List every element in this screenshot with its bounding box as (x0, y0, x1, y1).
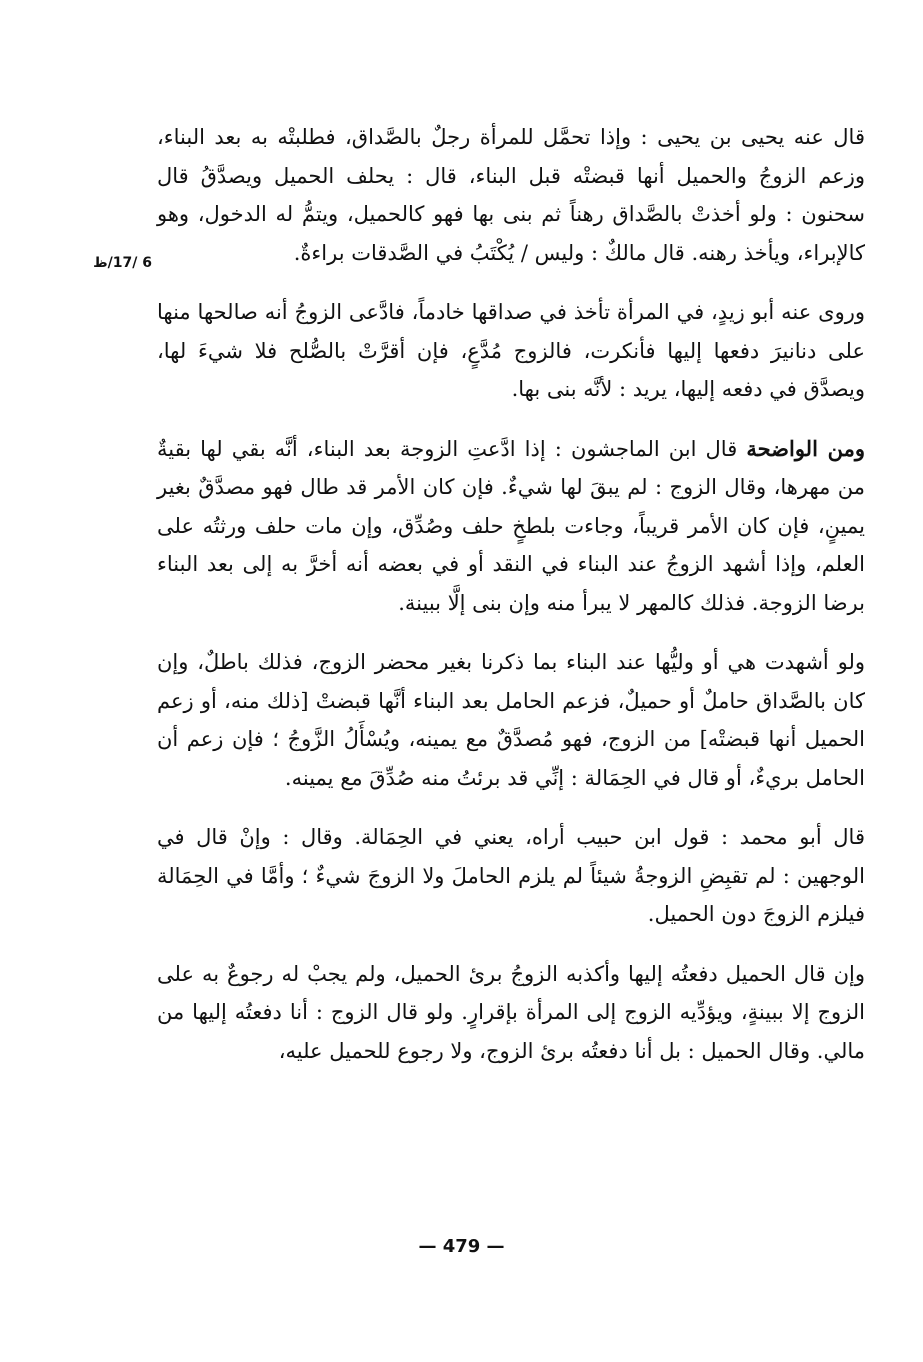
paragraph-4 (157, 643, 865, 797)
paragraph-6 (157, 955, 865, 1071)
paragraph-2 (157, 293, 865, 409)
page-number: — 479 — (418, 1236, 505, 1257)
body-text (157, 118, 865, 1091)
paragraph-text: قال ابن الماجشون : إذا ادَّعتِ الزوجة بعد البناء، أنَّه بقي لها بقيةٌ من مهرها، وقال الزوج : لم يبقَ لها شيءٌ. فإن كان الأمر قد طال فهو مصدَّقٌ بغير يمينٍ، فإن كان الأمر قريباً، وجاءت بلطخٍ حلف وصُدِّق، وإن مات حلف ورثتُه على العلم، وإذا أشهد الزوجُ عند البناء في النقد أو في بعضه أنه أخرَّ به إلى بعد البناء برضا الزوجة. فذلك كالمهر لا يبرأ منه وإن بنى إلَّا ببينة. (157, 436, 865, 615)
paragraph-text: قال عنه يحيى بن يحيى : وإذا تحمَّل للمرأة رجلٌ بالصَّداق، فطلبتْه به بعد البناء، وزعم الزوجُ والحميل أنها قبضتْه قبل البناء، قال : يحلف الحميل ويصدَّقُ قال سحنون : ولو أخذتْ بالصَّداق رهناً ثم بنى بها فهو كالحميل، ويتمُّ له الدخول، وهو كالإبراء، ويأخذ رهنه. قال مالكٌ : وليس / يُكْتَبُ في الصَّدقات براءةٌ. (157, 125, 865, 265)
paragraph-lead-wadiha: ومن الواضحة (746, 435, 866, 461)
margin-note: 6 /17/ظ (93, 255, 152, 271)
paragraph-text: وروى عنه أبو زيدٍ، في المرأة تأخذ في صداقها خادماً، فادَّعى الزوجُ أنه صالحها منها على دنانيرَ دفعها إليها فأنكرت، فالزوج مُدَّعٍ، فإن أقرَّتْ بالصُّلح فلا شيءَ لها، ويصدَّق في دفعه إليها، يريد : لأنَّه بنى بها. (157, 300, 865, 401)
paragraph-text: ولو أشهدت هي أو وليُّها عند البناء بما ذكرنا بغير محضر الزوج، فذلك باطلٌ، وإن كان بالصَّداق حاملٌ أو حميلٌ، فزعم الحامل بعد البناء أنَّها قبضتْ [ذلك منه، أو زعم الحميل أنها قبضتْه] من الزوج، فهو مُصدَّقٌ مع يمينه، ويُسْأَلُ الزَّوجُ ؛ فإن زعم أن الحامل بريءٌ، أو قال في الحِمَالة : إنِّي قد برئتُ منه صُدِّقَ مع يمينه. (157, 650, 865, 790)
paragraph-text: قال أبو محمد : قول ابن حبيب أراه، يعني في الحِمَالة. وقال : وإنْ قال في الوجهين : لم تقبِضِ الزوجةُ شيئاً لم يلزم الحاملَ ولا الزوجَ شيءٌ ؛ وأمَّا في الحِمَالة فيلزم الزوجَ دون الحميل. (157, 825, 865, 926)
paragraph-text: وإن قال الحميل دفعتُه إليها وأكذبه الزوجُ برئ الحميل، ولم يجبْ له رجوعٌ به على الزوج إلا ببينةٍ، ويؤدِّيه الزوج إلى المرأة بإقرارٍ. ولو قال الزوج : أنا دفعتُه إليها من مالي. وقال الحميل : بل أنا دفعتُه برئ الزوج، ولا رجوع للحميل عليه، (157, 961, 865, 1063)
paragraph-3 (157, 430, 865, 623)
paragraph-1 (157, 118, 865, 272)
paragraph-5 (157, 818, 865, 934)
